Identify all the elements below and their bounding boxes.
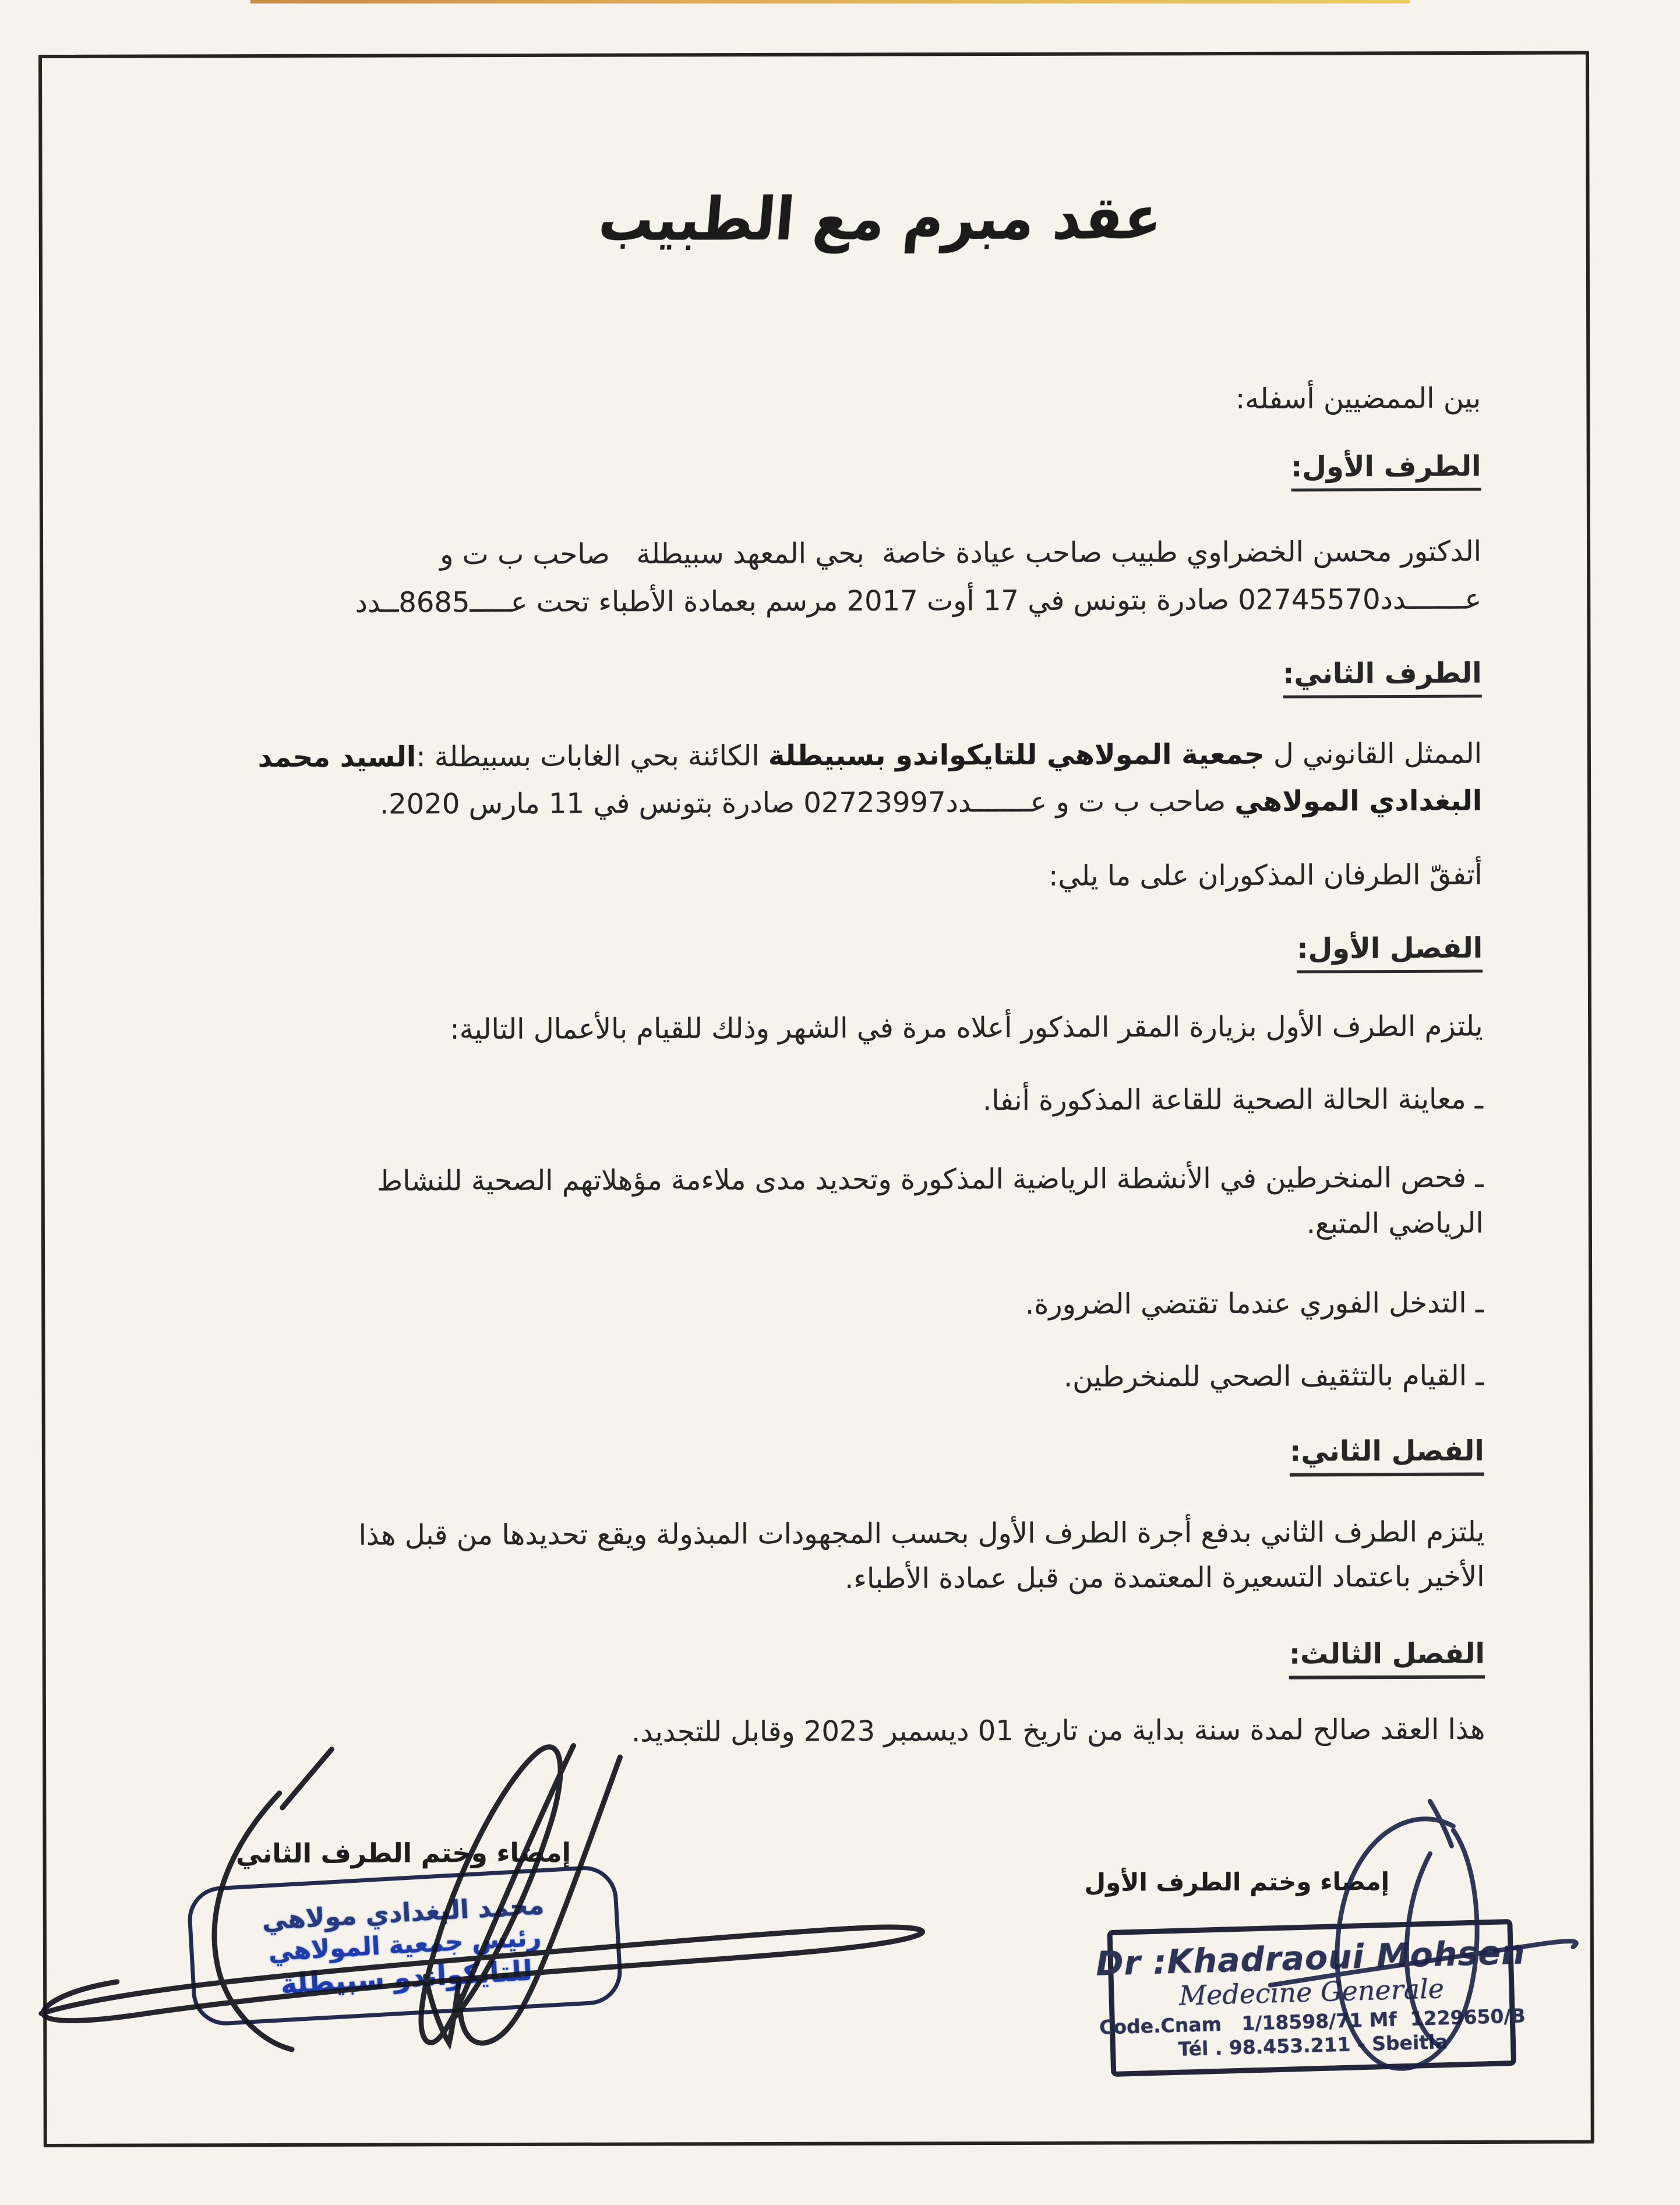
second-party-stamp-title: رئيس جمعية المولاهي xyxy=(267,1922,542,1967)
first-party-stamp-doctor-name: Dr :Khadraoui Mohsen xyxy=(1095,1933,1526,1984)
chapter3-heading-text: الفصل الثالث: xyxy=(1289,1638,1485,1680)
chapter1-item2-line1: ـ فحص المنخرطين في الأنشطة الرياضية المذكورة وتحديد مدى ملاءمة مؤهلاتهم الصحية للنشاط xyxy=(376,1161,1484,1198)
party2-line1-regular-a: الممثل القانوني ل xyxy=(1264,737,1483,771)
first-party-signature-label: إمضاء وختم الطرف الأول xyxy=(1084,1867,1390,1897)
chapter1-item4: ـ القيام بالتثقيف الصحي للمنخرطين. xyxy=(1063,1359,1484,1393)
agreement-line: أتفقّ الطرفان المذكوران على ما يلي: xyxy=(1049,858,1483,892)
party1-heading-text: الطرف الأول: xyxy=(1291,450,1481,492)
first-party-stamp-cnam-code: Code.Cnam 1/18598/71 Mf 1229650/B xyxy=(1099,2004,1526,2039)
chapter1-item3: ـ التدخل الفوري عندما تقتضي الضرورة. xyxy=(1025,1286,1484,1321)
party2-line1 xyxy=(258,735,1483,777)
party2-line1-regular-b: الكائنة بحي الغابات بسبيطلة : xyxy=(416,739,768,774)
party1-line2: عـــــــدد02745570 صادرة بتونس في 17 أوت 2017 مرسم بعمادة الأطباء تحت عـــــ8685ــدد xyxy=(355,583,1482,619)
chapter1-heading xyxy=(1297,930,1483,968)
first-party-signature-icon xyxy=(1136,1798,1626,2102)
chapter2-line2: الأخير باعتماد التسعيرة المعتمدة من قبل عمادة الأطباء. xyxy=(845,1560,1485,1595)
party2-line2 xyxy=(380,782,1483,823)
second-party-signature-label: إمضاء وختم الطرف الثاني xyxy=(235,1837,571,1869)
party1-heading xyxy=(1291,448,1481,486)
intro-line: بين الممضيين أسفله: xyxy=(1235,382,1481,415)
party2-line1-bold-b: السيد محمد xyxy=(257,740,417,774)
second-party-signature-icon xyxy=(17,1724,962,2100)
document-title: عقد مبرم مع الطبيب xyxy=(596,184,1165,255)
party2-line2-bold: البغدادي المولاهي xyxy=(1234,784,1483,818)
chapter2-line1: يلتزم الطرف الثاني بدفع أجرة الطرف الأول بحسب المجهودات المبذولة ويقع تحديدها من قبل هذا xyxy=(358,1515,1485,1552)
chapter1-heading-text: الفصل الأول: xyxy=(1297,932,1483,973)
chapter2-heading-text: الفصل الثاني: xyxy=(1290,1435,1484,1477)
party2-heading-text: الطرف الثاني: xyxy=(1283,657,1482,698)
second-party-stamp-name: محمد البغدادي مولاهي xyxy=(261,1890,545,1936)
second-party-stamp-club: للتايكواندو سبيطلة xyxy=(280,1954,534,2001)
chapter2-heading xyxy=(1290,1433,1484,1470)
chapter3-line1: هذا العقد صالح لمدة سنة بداية من تاريخ 01 ديسمبر 2023 وقابل للتجديد. xyxy=(631,1713,1485,1749)
party2-line1-bold-a: جمعية المولاهي للتايكواندو بسبيطلة xyxy=(768,738,1265,772)
party1-line1: الدكتور محسن الخضراوي طبيب صاحب عيادة خاصة بحي المعهد سبيطلة صاحب ب ت و xyxy=(440,535,1482,571)
chapter1-item1: ـ معاينة الحالة الصحية للقاعة المذكورة أنفا. xyxy=(982,1082,1484,1117)
party2-heading xyxy=(1283,655,1482,693)
chapter1-intro: يلتزم الطرف الأول بزيارة المقر المذكور أعلاه مرة في الشهر وذلك للقيام بالأعمال التالية: xyxy=(450,1010,1483,1046)
first-party-stamp-phone: Tél . 98.453.211 - Sbeitla xyxy=(1177,2030,1449,2061)
first-party-stamp-specialty: Medecine Generale xyxy=(1178,1973,1445,2012)
chapter3-heading xyxy=(1289,1635,1485,1673)
party2-line2-regular: صاحب ب ت و عـــــــدد02723997 صادرة بتونس في 11 مارس 2020. xyxy=(379,785,1235,821)
chapter1-item2-line2: الرياضي المتبع. xyxy=(1306,1206,1484,1240)
